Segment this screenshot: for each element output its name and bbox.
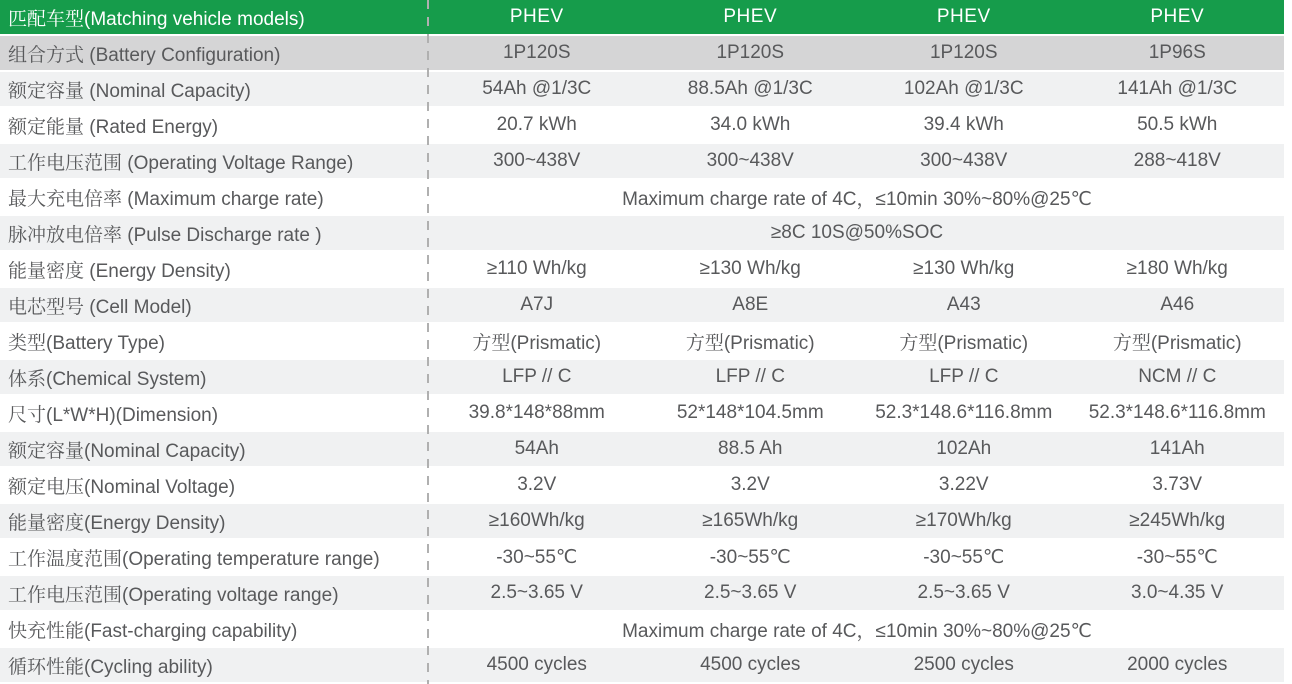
cell-value: 方型(Prismatic) (1112, 332, 1242, 354)
row-label: 电芯型号 (Cell Model) (8, 296, 192, 318)
cell-value: 方型(Prismatic) (472, 332, 602, 354)
table-row (0, 288, 1284, 322)
cell-value: 52.3*148.6*116.8mm (1088, 402, 1266, 423)
row-label: 工作电压范围(Operating voltage range) (8, 584, 339, 606)
row-label: 工作电压范围 (Operating Voltage Range) (8, 152, 354, 174)
row-label: 最大充电倍率 (Maximum charge rate) (8, 188, 324, 210)
row-label: 能量密度(Energy Density) (8, 512, 226, 534)
table-row (0, 108, 1284, 142)
row-label: 匹配车型(Matching vehicle models) (8, 8, 305, 30)
cell-value: 52.3*148.6*116.8mm (875, 402, 1053, 423)
row-label: 工作温度范围(Operating temperature range) (8, 548, 380, 570)
cell-value: 102Ah @1/3C (903, 78, 1024, 99)
row-label: 脉冲放电倍率 (Pulse Discharge rate ) (8, 224, 322, 246)
cell-value: 1P120S (502, 42, 571, 63)
cell-value: 3.0~4.35 V (1131, 582, 1224, 603)
cell-value: PHEV (723, 6, 778, 27)
cell-value: -30~55℃ (496, 546, 578, 568)
cell-value: -30~55℃ (709, 546, 791, 568)
cell-value: ≥130 Wh/kg (699, 258, 801, 279)
cell-value: ≥245Wh/kg (1129, 510, 1226, 531)
cell-value: ≥160Wh/kg (488, 510, 585, 531)
cell-value: A46 (1160, 294, 1195, 315)
cell-value: 1P120S (929, 42, 998, 63)
cell-value: 141Ah @1/3C (1117, 78, 1238, 99)
table-row (0, 576, 1284, 610)
table-row (0, 396, 1284, 430)
table-row (0, 504, 1284, 538)
cell-value: PHEV (1150, 6, 1205, 27)
cell-value: 2000 cycles (1127, 654, 1228, 675)
row-spanning-value: ≥8C 10S@50%SOC (770, 222, 944, 243)
cell-value: 88.5Ah @1/3C (687, 78, 813, 99)
row-label: 循环性能(Cycling ability) (8, 656, 213, 678)
cell-value: 300~438V (706, 150, 794, 171)
cell-value: 50.5 kWh (1137, 114, 1218, 135)
table-row (0, 612, 1284, 646)
cell-value: 2.5~3.65 V (704, 582, 797, 603)
cell-value: 1P96S (1148, 42, 1206, 63)
cell-value: 54Ah @1/3C (482, 78, 592, 99)
cell-value: 2.5~3.65 V (490, 582, 583, 603)
cell-value: PHEV (509, 6, 564, 27)
row-label: 快充性能(Fast-charging capability) (8, 620, 298, 642)
table-header-row (0, 0, 1284, 34)
table-row (0, 540, 1284, 574)
row-label: 尺寸(L*W*H)(Dimension) (8, 404, 219, 426)
table-row (0, 468, 1284, 502)
row-spanning-value: Maximum charge rate of 4C，≤10min 30%~80%@25℃ (622, 188, 1092, 210)
cell-value: 288~418V (1133, 150, 1221, 171)
cell-value: ≥130 Wh/kg (913, 258, 1015, 279)
row-label: 类型(Battery Type) (8, 332, 165, 354)
cell-value: 2.5~3.65 V (917, 582, 1010, 603)
cell-value: 20.7 kWh (496, 114, 577, 135)
cell-value: -30~55℃ (1136, 546, 1218, 568)
cell-value: 300~438V (493, 150, 581, 171)
cell-value: 141Ah (1149, 438, 1205, 459)
cell-value: 1P120S (716, 42, 785, 63)
table-row (0, 648, 1284, 682)
cell-value: 39.4 kWh (923, 114, 1004, 135)
cell-value: 方型(Prismatic) (899, 332, 1029, 354)
row-label: 额定电压(Nominal Voltage) (8, 476, 236, 498)
table-row (0, 324, 1284, 358)
row-spanning-value: Maximum charge rate of 4C，≤10min 30%~80%@25℃ (622, 620, 1092, 642)
cell-value: ≥110 Wh/kg (486, 258, 587, 279)
row-label: 额定容量 (Nominal Capacity) (8, 80, 251, 102)
row-label: 体系(Chemical System) (8, 368, 207, 390)
cell-value: 54Ah (514, 438, 559, 459)
cell-value: 4500 cycles (486, 654, 587, 675)
cell-value: 3.73V (1152, 474, 1203, 495)
table-row (0, 180, 1284, 214)
cell-value: 3.22V (938, 474, 989, 495)
table-row (0, 252, 1284, 286)
cell-value: LFP // C (502, 366, 572, 387)
cell-value: 3.2V (517, 474, 557, 495)
cell-value: 2500 cycles (913, 654, 1014, 675)
cell-value: A43 (946, 294, 981, 315)
cell-value: 300~438V (920, 150, 1008, 171)
cell-value: 88.5 Ah (718, 438, 783, 459)
cell-value: -30~55℃ (923, 546, 1005, 568)
table-row (0, 144, 1284, 178)
cell-value: 102Ah (936, 438, 992, 459)
cell-value: PHEV (936, 6, 991, 27)
cell-value: A7J (520, 294, 554, 315)
table-row (0, 432, 1284, 466)
cell-value: LFP // C (929, 366, 999, 387)
cell-value: 39.8*148*88mm (468, 402, 605, 423)
row-label: 额定能量 (Rated Energy) (8, 116, 219, 138)
cell-value: LFP // C (715, 366, 785, 387)
table-row (0, 72, 1284, 106)
cell-value: 34.0 kWh (710, 114, 791, 135)
cell-value: 方型(Prismatic) (685, 332, 815, 354)
cell-value: A8E (732, 294, 769, 315)
cell-value: 52*148*104.5mm (676, 402, 824, 423)
cell-value: 4500 cycles (700, 654, 801, 675)
table-row (0, 360, 1284, 394)
cell-value: ≥180 Wh/kg (1126, 258, 1228, 279)
cell-value: NCM // C (1138, 366, 1217, 387)
table-row (0, 36, 1284, 70)
cell-value: ≥165Wh/kg (702, 510, 799, 531)
row-label: 组合方式 (Battery Configuration) (8, 44, 281, 66)
cell-value: ≥170Wh/kg (915, 510, 1012, 531)
row-label: 额定容量(Nominal Capacity) (8, 440, 246, 462)
table-row (0, 216, 1284, 250)
cell-value: 3.2V (730, 474, 770, 495)
row-label: 能量密度 (Energy Density) (8, 260, 231, 282)
